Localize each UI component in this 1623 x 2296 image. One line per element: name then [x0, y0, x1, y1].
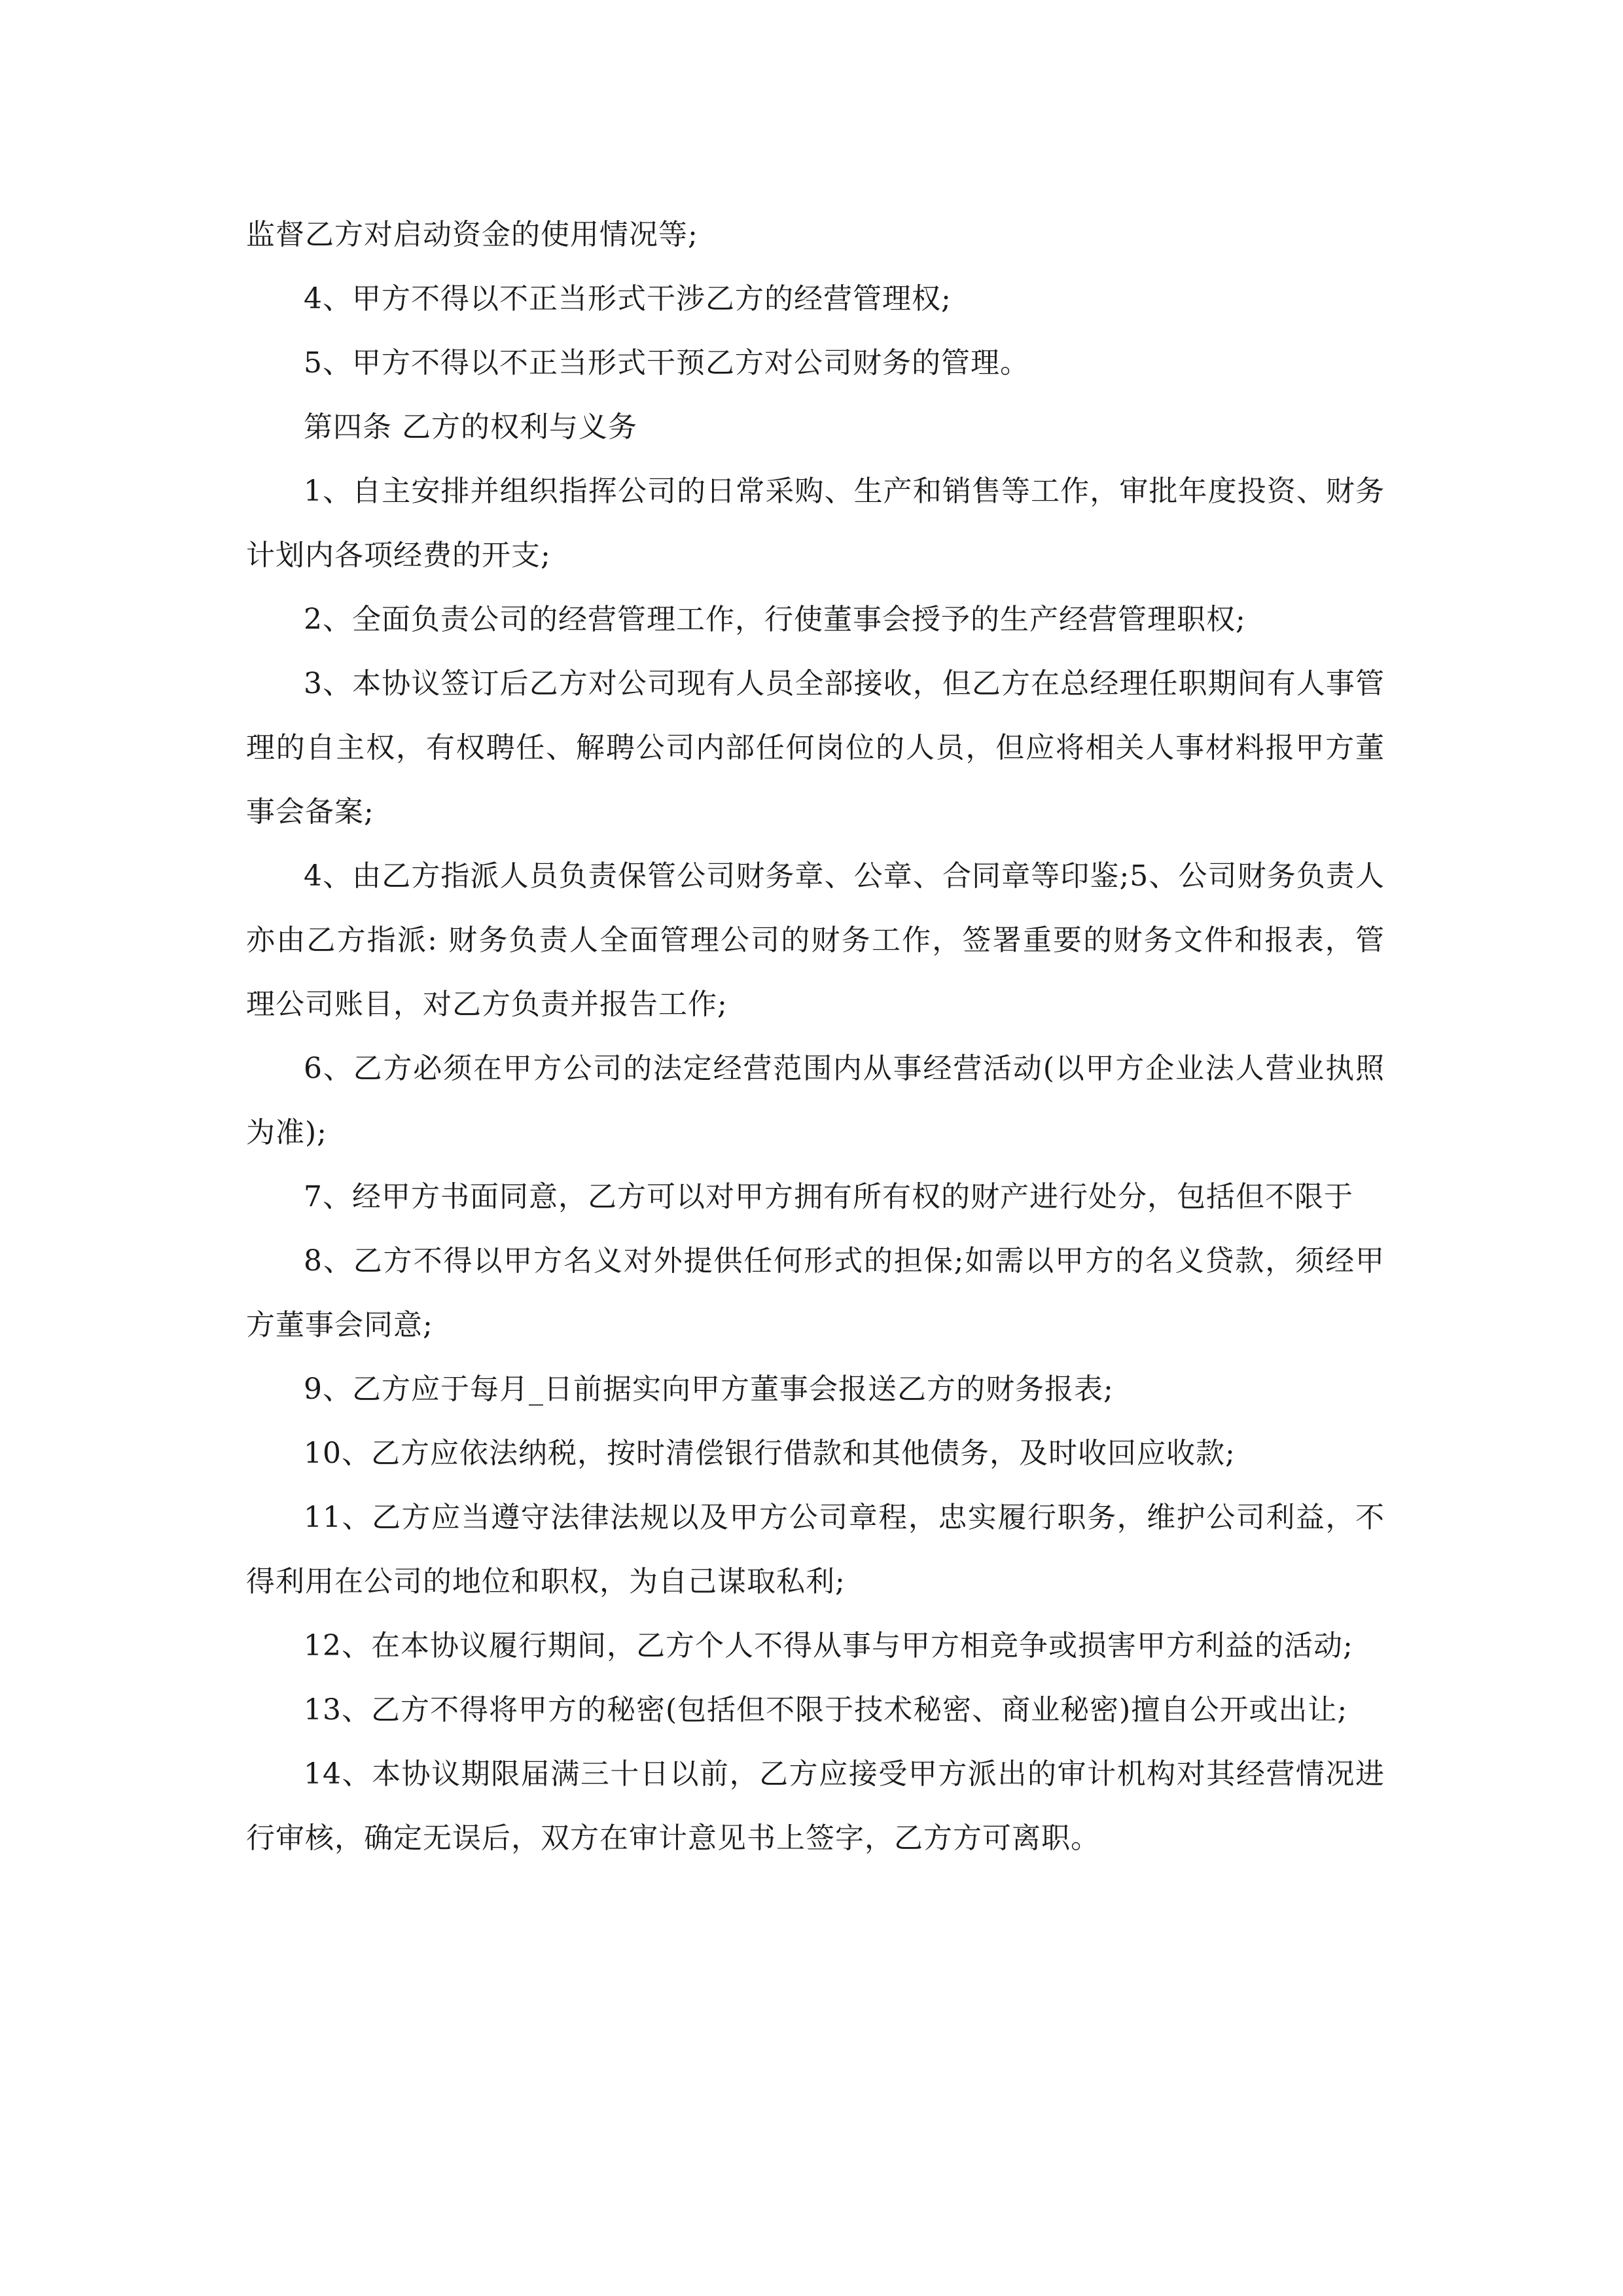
paragraph: 14、本协议期限届满三十日以前，乙方应接受甲方派出的审计机构对其经营情况进行审核，确定无误后，双方在审计意见书上签字，乙方方可离职。 [246, 1757, 1385, 1855]
paragraph: 4、甲方不得以不正当形式干涉乙方的经营管理权; [304, 282, 952, 315]
paragraph: 3、本协议签订后乙方对公司现有人员全部接收，但乙方在总经理任职期间有人事管理的自主权，有权聘任、解聘公司内部任何岗位的人员，但应将相关人事材料报甲方董事会备案; [246, 667, 1385, 829]
paragraph: 8、乙方不得以甲方名义对外提供任何形式的担保;如需以甲方的名义贷款，须经甲方董事会同意; [246, 1244, 1385, 1342]
paragraph: 9、乙方应于每月_日前据实向甲方董事会报送乙方的财务报表; [304, 1372, 1114, 1406]
paragraph: 2、全面负责公司的经营管理工作，行使董事会授予的生产经营管理职权; [304, 603, 1246, 636]
paragraph: 4、由乙方指派人员负责保管公司财务章、公章、合同章等印鉴;5、公司财务负责人亦由乙方指派: 财务负责人全面管理公司的财务工作，签署重要的财务文件和报表，管理公司账目，对乙方负责并报告工作; [246, 859, 1385, 1021]
paragraph: 10、乙方应依法纳税，按时清偿银行借款和其他债务，及时收回应收款; [304, 1437, 1236, 1470]
paragraph: 6、乙方必须在甲方公司的法定经营范围内从事经营活动(以甲方企业法人营业执照为准); [246, 1052, 1385, 1149]
paragraph: 1、自主安排并组织指挥公司的日常采购、生产和销售等工作，审批年度投资、财务计划内各项经费的开支; [246, 475, 1385, 572]
section-heading: 第四条 乙方的权利与义务 [304, 410, 637, 444]
paragraph: 监督乙方对启动资金的使用情况等; [246, 218, 698, 251]
paragraph: 12、在本协议履行期间，乙方个人不得从事与甲方相竞争或损害甲方利益的活动; [304, 1629, 1353, 1662]
paragraph: 5、甲方不得以不正当形式干预乙方对公司财务的管理。 [304, 346, 1029, 380]
paragraph: 7、经甲方书面同意，乙方可以对甲方拥有所有权的财产进行处分，包括但不限于 [304, 1180, 1353, 1213]
paragraph: 11、乙方应当遵守法律法规以及甲方公司章程，忠实履行职务，维护公司利益，不得利用在公司的地位和职权，为自己谋取私利; [246, 1501, 1385, 1598]
paragraph: 13、乙方不得将甲方的秘密(包括但不限于技术秘密、商业秘密)擅自公开或出让; [304, 1693, 1348, 1727]
document-body [246, 203, 1385, 1871]
